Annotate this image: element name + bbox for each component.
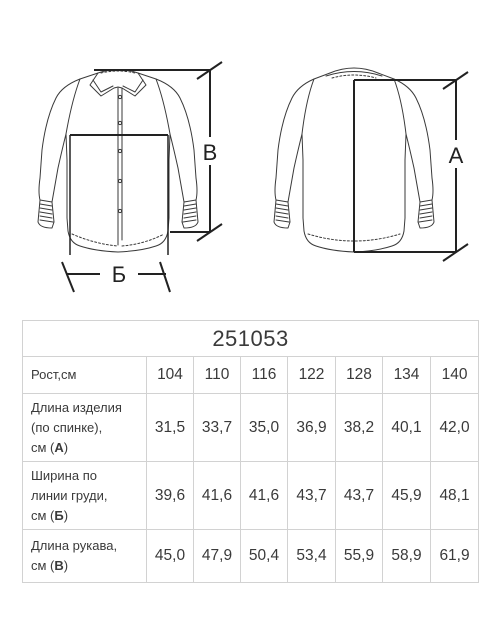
label-line: Длина изделия [31, 399, 122, 415]
value-cell: 36,9 [288, 394, 336, 462]
sleeve-label [23, 530, 147, 583]
label-line: (по спинке), [31, 419, 103, 435]
label-letter: Б [54, 507, 64, 523]
article-number: 251053 [23, 321, 479, 357]
value-cell: 47,9 [194, 530, 241, 583]
value-cell: 45,0 [147, 530, 194, 583]
table-row-length [23, 394, 479, 462]
label-letter: А [54, 439, 64, 455]
label-line: Длина рукава, [31, 538, 118, 553]
label-letter: В [54, 558, 64, 573]
value-cell: 31,5 [147, 394, 194, 462]
label-tail: см ( [31, 439, 55, 455]
garment-technical-drawing [0, 0, 500, 312]
size-cell: 140 [431, 357, 479, 394]
value-cell: 43,7 [336, 462, 383, 530]
value-cell: 41,6 [194, 462, 241, 530]
table-row-height [23, 357, 479, 394]
label-tail-close: ) [63, 439, 69, 455]
length-marker: А [448, 143, 464, 168]
value-cell: 61,9 [431, 530, 479, 583]
size-cell: 116 [241, 357, 288, 394]
label-line [31, 438, 146, 458]
value-cell: 43,7 [288, 462, 336, 530]
value-cell: 55,9 [336, 530, 383, 583]
shirt-front-view [38, 70, 198, 253]
front-measurements [62, 62, 222, 292]
value-cell: 35,0 [241, 394, 288, 462]
table-row-sleeve [23, 530, 479, 583]
chest-marker: Б [111, 262, 127, 287]
size-chart-table [22, 320, 479, 583]
value-cell: 33,7 [194, 394, 241, 462]
size-cell: 104 [147, 357, 194, 394]
label-tail: см ( [31, 507, 55, 523]
label-line: линии груди, [31, 487, 108, 503]
label-tail-close: ) [63, 507, 69, 523]
table-row-chest [23, 462, 479, 530]
height-label: Рост,см [23, 357, 147, 394]
value-cell: 41,6 [241, 462, 288, 530]
label-line: Ширина по [31, 467, 97, 483]
label-tail-close: ) [63, 558, 69, 573]
length-label [23, 394, 147, 462]
size-cell: 122 [288, 357, 336, 394]
value-cell: 58,9 [383, 530, 431, 583]
label-tail: см ( [31, 558, 55, 573]
value-cell: 40,1 [383, 394, 431, 462]
value-cell: 39,6 [147, 462, 194, 530]
size-cell: 110 [194, 357, 241, 394]
value-cell: 50,4 [241, 530, 288, 583]
value-cell: 38,2 [336, 394, 383, 462]
value-cell: 45,9 [383, 462, 431, 530]
sleeve-marker: В [202, 140, 218, 165]
size-cell: 134 [383, 357, 431, 394]
value-cell: 42,0 [431, 394, 479, 462]
chest-label [23, 462, 147, 530]
value-cell: 48,1 [431, 462, 479, 530]
value-cell: 53,4 [288, 530, 336, 583]
label-line [31, 506, 146, 526]
label-line [31, 556, 146, 576]
size-cell: 128 [336, 357, 383, 394]
